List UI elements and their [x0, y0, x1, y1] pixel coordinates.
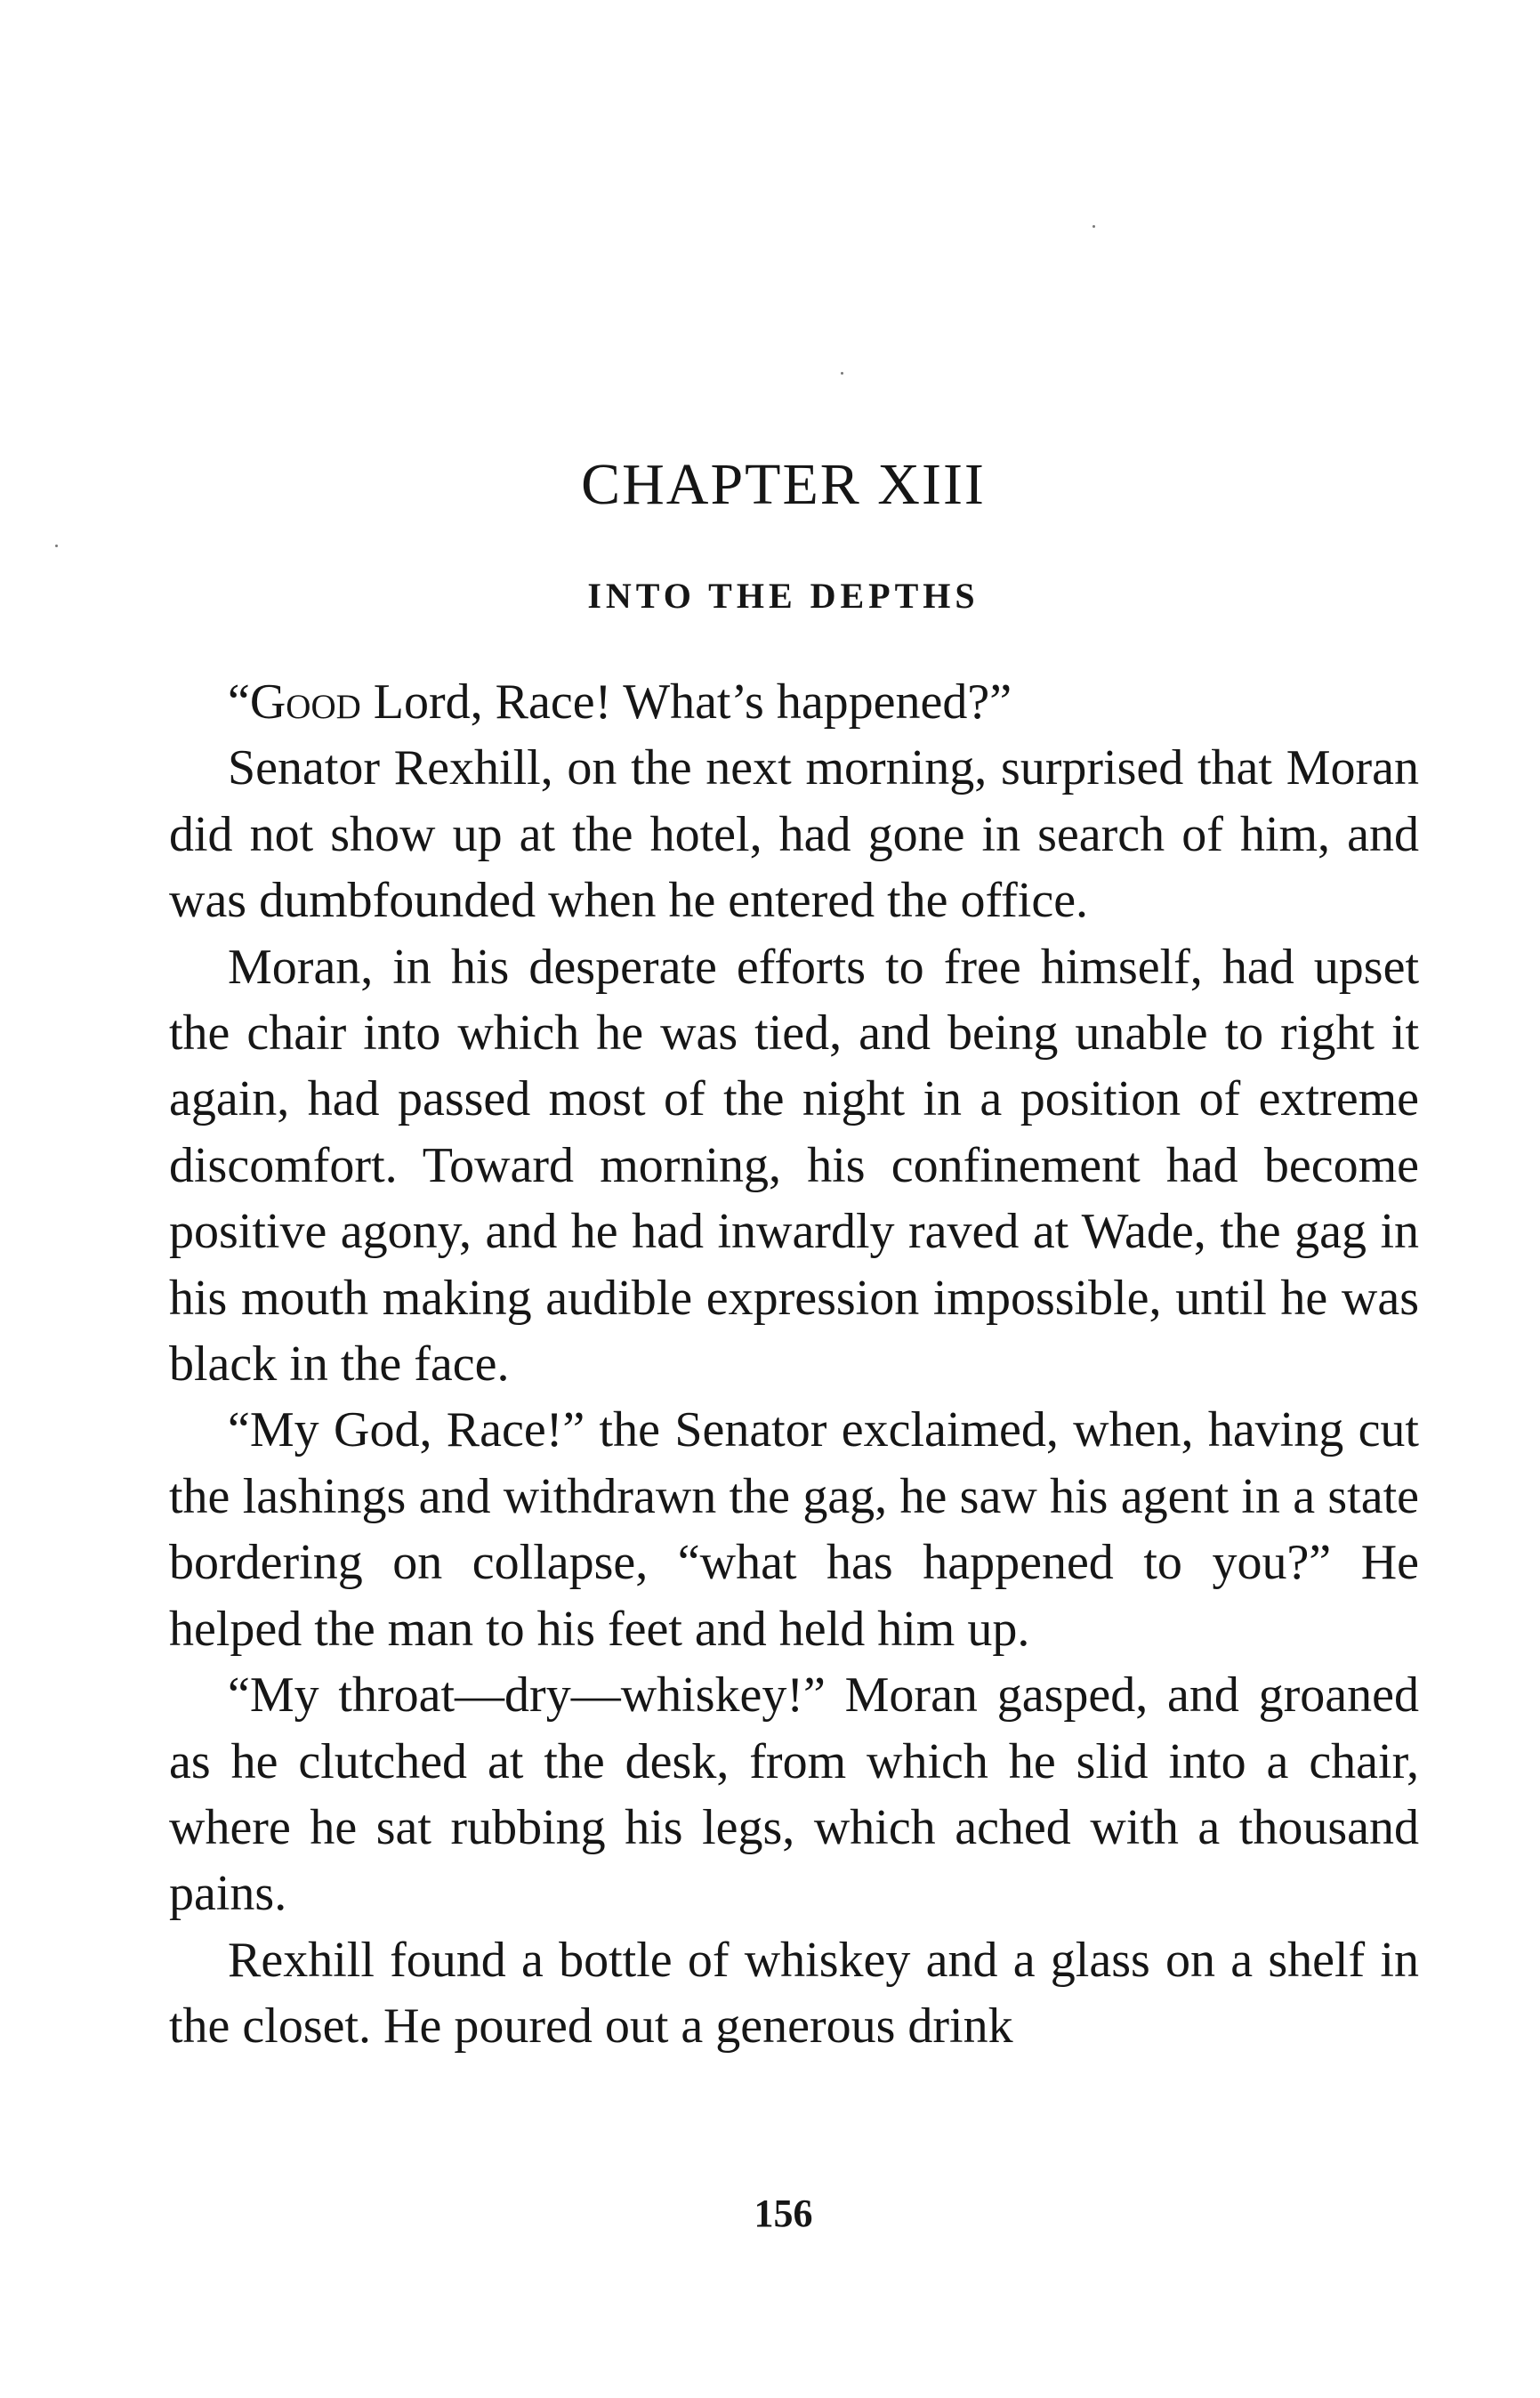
paragraph-5: [169, 1662, 1419, 1927]
chapter-title: CHAPTER XIII: [581, 452, 986, 517]
paragraph-1: [169, 669, 1419, 735]
paragraph-text: Rexhill found a bottle of whiskey and a glass on a shelf in the closet. He poured out a generous drink: [169, 1932, 1419, 2055]
scan-speck: [841, 372, 843, 375]
paragraph-text: “My throat—dry—whiskey!” Moran gasped, and groaned as he clutched at the desk, from which he slid into a chair, where he sat rubbing his legs, which ached with a thousand pains.: [169, 1667, 1419, 1922]
paragraph-6: [169, 1927, 1419, 2060]
paragraph-text: Moran, in his desperate efforts to free himself, had upset the chair into which he was tied, and being unable to right it again, had passed most of the night in a position of extreme discomfort. Toward morning, his confinement had become positive agony, and he had inwardly raved at Wade, the gag in his mouth making audible expression impossible, until he was black in the face.: [169, 939, 1419, 1393]
scan-speck: [1093, 225, 1095, 228]
paragraph-2: [169, 735, 1419, 933]
paragraph-text: Senator Rexhill, on the next morning, surprised that Moran did not show up at the hotel, had gone in search of him, and was dumbfounded when he entered the office.: [169, 740, 1419, 929]
chapter-subtitle: INTO THE DEPTHS: [587, 576, 980, 616]
paragraph-text: Lord, Race! What’s happened?”: [360, 674, 1012, 730]
scan-speck: [55, 545, 58, 547]
body-text: [169, 669, 1419, 2060]
paragraph-opening-word: “Good: [228, 674, 361, 730]
paragraph-3: [169, 934, 1419, 1398]
paragraph-text: “My God, Race!” the Senator exclaimed, when, having cut the lashings and withdrawn the gag, he saw his agent in a state bordering on collapse, “what has happened to you?” He helped the man to his feet and held him up.: [169, 1402, 1419, 1657]
page-number: 156: [754, 2192, 813, 2235]
paragraph-4: [169, 1397, 1419, 1662]
